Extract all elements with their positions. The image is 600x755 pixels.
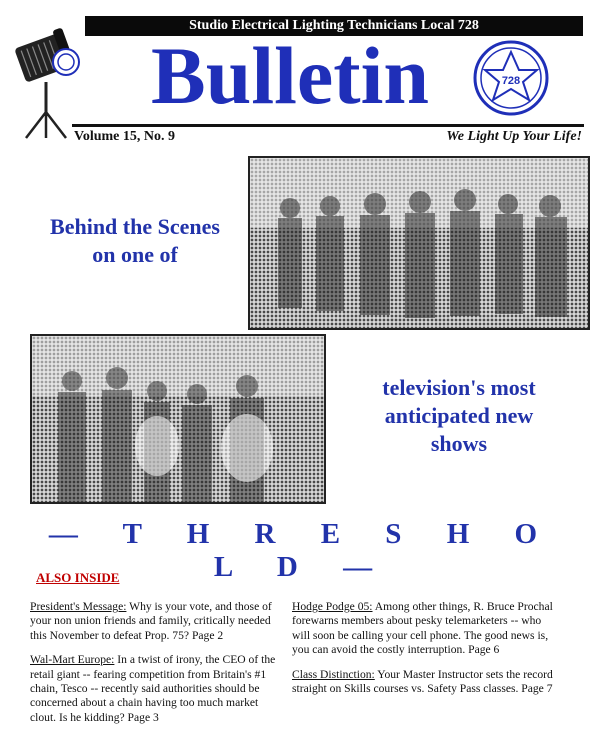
list-item xyxy=(30,653,280,725)
also-inside-heading: ALSO INSIDE xyxy=(36,570,120,585)
seal-number: 728 xyxy=(501,75,521,87)
item-headline: President's Message: xyxy=(30,600,127,613)
slogan: We Light Up Your Life! xyxy=(446,129,582,144)
item-text: Your Master Instructor sets the record straight on Skills courses vs. Safety Pass classes. Page 7 xyxy=(292,667,553,696)
crew-group-photo xyxy=(248,156,590,330)
item-text: In a twist of irony, the CEO of the retail giant -- fearing competition from Britain's #1 chain, Tesco -- recently said authorities should be concerned about a chain having too much market clout. Is he kidding? Page 3 xyxy=(30,653,276,724)
feature-line-2: on one of xyxy=(92,242,178,267)
feature-line-1: Behind the Scenes xyxy=(50,214,220,239)
volume-number: Volume 15, No. 9 xyxy=(74,129,175,144)
feature-line-4: anticipated new xyxy=(384,403,534,428)
list-item xyxy=(292,668,562,697)
feature-line-3: television's most xyxy=(382,375,536,400)
item-text: Among other things, R. Bruce Prochal forewarns members about pesky telemarketers -- who will soon be calling your cell phone. The good news is, you can avoid the costly interruption. Page 6 xyxy=(292,600,553,657)
list-item xyxy=(292,600,562,658)
feature-headline-left xyxy=(30,213,240,269)
feature-headline-right xyxy=(330,374,588,458)
also-inside-right-column xyxy=(292,600,562,696)
item-headline: Class Distinction: xyxy=(292,667,375,681)
also-inside-left-column xyxy=(30,600,280,725)
header-rule xyxy=(72,124,584,127)
crew-on-set-photo xyxy=(30,334,326,504)
show-title: — T H R E S H O L D — xyxy=(48,518,557,583)
item-text: Why is your vote, and those of your non union friends and family, critically needed this November to defeat Prop. 75? Page 2 xyxy=(30,600,272,642)
bulletin-title: Bulletin xyxy=(151,30,429,121)
spotlight-logo xyxy=(8,20,88,140)
feature-line-5: shows xyxy=(430,431,488,456)
item-headline: Hodge Podge 05: xyxy=(292,600,373,613)
union-name-banner: Studio Electrical Lighting Technicians Local 728 xyxy=(85,16,583,36)
iatse-seal xyxy=(473,40,549,116)
item-headline: Wal-Mart Europe: xyxy=(30,653,115,667)
list-item xyxy=(30,600,280,643)
